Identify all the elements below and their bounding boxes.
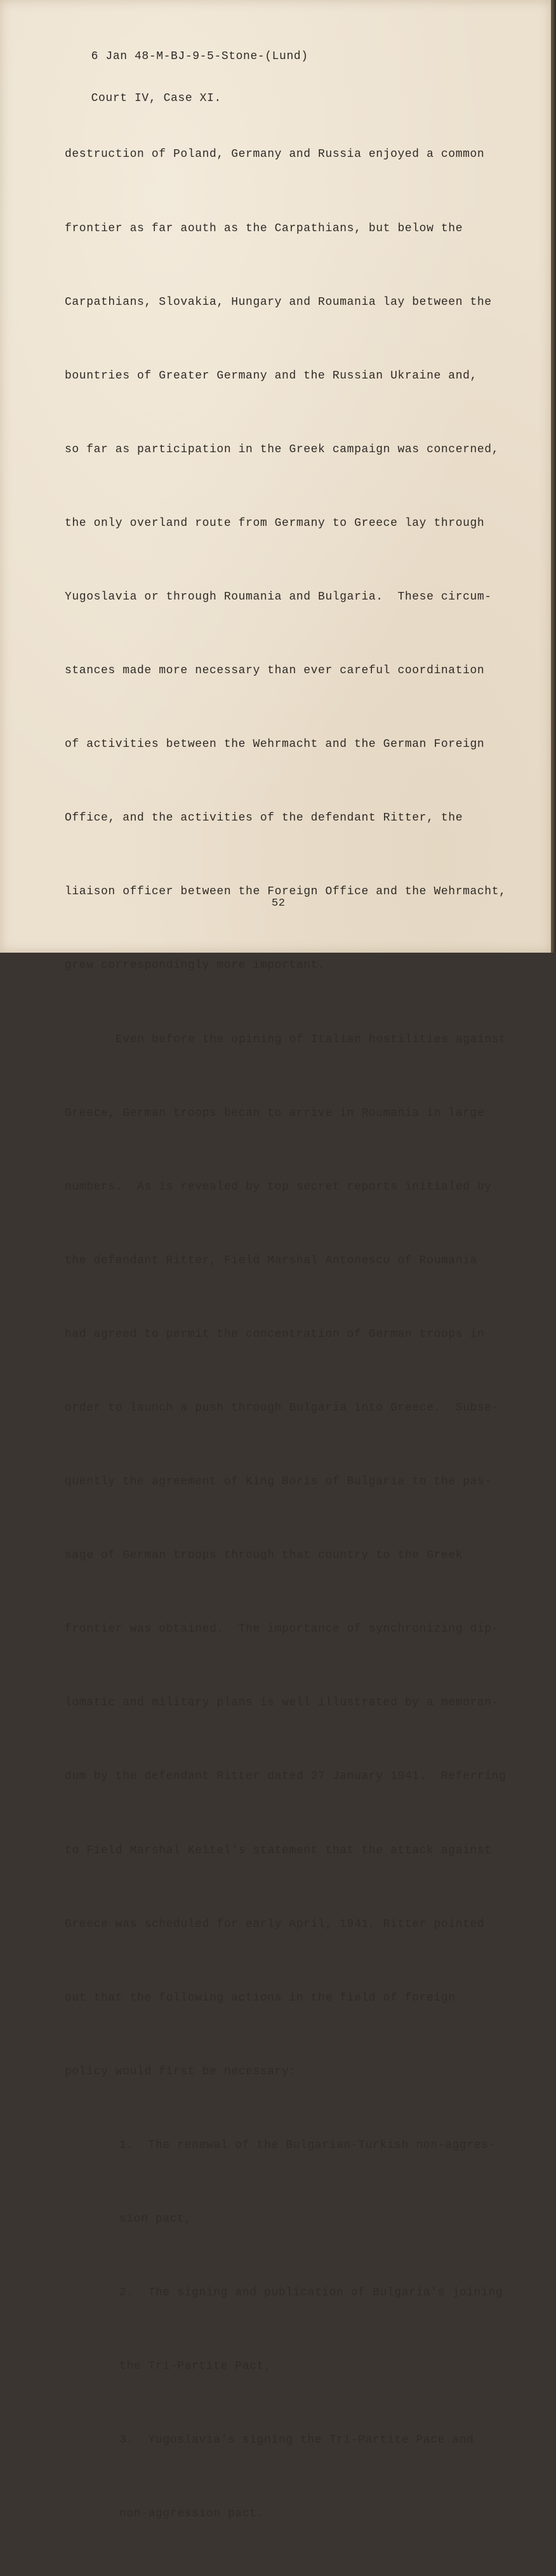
text-line: lomatic and military plans is well illustrated by a memoran- (65, 1696, 500, 1710)
text-line: Yugoslavia or through Roumania and Bulgaria. These circum- (65, 590, 492, 603)
text-line: frontier was obtained. The importance of synchronizing dip- (65, 1623, 500, 1636)
text-line: so far as participation in the Greek campaign was concerned, (65, 443, 500, 456)
text-line: Office, and the activities of the defendant Ritter, the (65, 812, 463, 825)
header-line-1: 6 Jan 48-M-BJ-9-5-Stone-(Lund) (91, 50, 308, 63)
text-line: of activities between the Wehrmacht and the German Foreign (65, 738, 485, 751)
paragraph-start-line: Even before the opining of Italian hostilities against (116, 1033, 506, 1046)
text-line: frontier as far aouth as the Carpathians, but below the (65, 222, 463, 235)
text-line: numbers. As is revealed by top secret reports initialed by (65, 1180, 492, 1193)
text-line: policy would first be necessary: (65, 2065, 296, 2078)
text-line: dum by the defendant Ritter dated 27 January 1941. Referring (65, 1770, 506, 1783)
page-number: 52 (272, 897, 286, 909)
list-item-2: 2. The signing and publication of Bulgaria's joining (119, 2286, 503, 2300)
text-line: order to launch a push through Bulgaria into Greece. Subse- (65, 1402, 500, 1414)
text-line: Greece, German troops becan to arrive in Roumania in large (65, 1106, 485, 1120)
text-line: quently the agreement of King Boris of Bulgaria to the pas- (65, 1475, 492, 1489)
page-edge (551, 0, 556, 953)
text-line: liaison officer between the Foreign Office and the Wehrmacht, (65, 885, 506, 899)
text-line: Greece was scheduled for early April, 1941, Ritter pointed (65, 1917, 485, 1931)
text-line: Carpathians, Slovakia, Hungary and Roumania lay between the (65, 295, 492, 309)
header-line-2: Court IV, Case XI. (91, 92, 222, 105)
text-line: stances made more necessary than ever careful coordination (65, 664, 485, 678)
text-line: to Field Marshal Keitel's statement that the attack against (65, 1844, 492, 1857)
text-line: the only overland route from Germany to Greece lay through (65, 516, 485, 530)
text-line: destruction of Poland, Germany and Russia enjoyed a common (65, 148, 485, 161)
list-item-3: 3. Yugoslavia's signing the Tri-Partite Pace and (119, 2434, 474, 2447)
text-line: sage of German troops through that country to the Greek (65, 1549, 463, 1562)
list-item-1: 1. The renewal of the Bulgarian-Turkish non-aggres- (119, 2138, 496, 2152)
body-text (65, 93, 506, 2576)
text-line: grew correspondingly more important. (65, 959, 326, 972)
list-item-2-cont: the Tri-Partite Pact, (119, 2360, 272, 2373)
text-line: the defendant Ritter, Field Marshal Antonescu of Roumania (65, 1254, 477, 1267)
text-line: bountries of Greater Germany and the Russian Ukraine and, (65, 369, 477, 382)
list-item-3-cont: non-aggression pact. (119, 2507, 265, 2521)
list-item-1-cont: sion pact, (119, 2213, 192, 2226)
text-line: out that the following actions in the field of foreign (65, 1991, 456, 2004)
text-line: had agreed to permit the concentration of German troops in (65, 1327, 485, 1341)
